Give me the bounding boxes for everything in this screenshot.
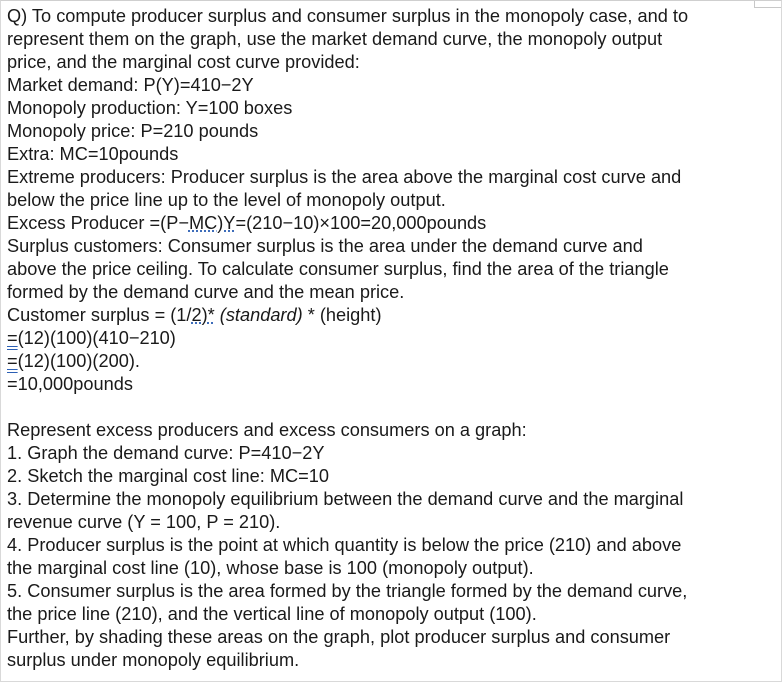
question-line-3: price, and the marginal cost curve provided: xyxy=(7,52,360,72)
consumer-surplus-definition-2: above the price ceiling. To calculate consumer surplus, find the area of the triangle xyxy=(7,259,669,279)
graph-step-5-line-2: the price line (210), and the vertical line of monopoly output (100). xyxy=(7,604,537,624)
consumer-step-1 xyxy=(7,327,777,350)
producer-surplus-definition-1: Extreme producers: Producer surplus is the area above the marginal cost curve and xyxy=(7,167,682,187)
graph-step-3-line-1: 3. Determine the monopoly equilibrium between the demand curve and the marginal xyxy=(7,489,684,509)
producer-calc-mc-term: MC)Y xyxy=(188,213,236,233)
paragraph-gap xyxy=(7,396,777,419)
consumer-formula-mid: 2)* xyxy=(191,305,215,325)
consumer-step-2-eq: = xyxy=(7,351,18,371)
producer-surplus-definition-2: below the price line up to the level of monopoly output. xyxy=(7,190,446,210)
producer-calc-prefix: Excess Producer =(P− xyxy=(7,213,189,233)
given-market-demand: Market demand: P(Y)=410−2Y xyxy=(7,75,254,95)
document-body xyxy=(7,5,777,672)
question-line-1: Q) To compute producer surplus and consumer surplus in the monopoly case, and to xyxy=(7,6,689,26)
graph-step-1: 1. Graph the demand curve: P=410−2Y xyxy=(7,443,325,463)
consumer-step-2 xyxy=(7,350,777,373)
given-extra-mc: Extra: MC=10pounds xyxy=(7,144,179,164)
consumer-step-2-rest: (12)(100)(200). xyxy=(17,351,140,371)
graph-step-4-line-2: the marginal cost line (10), whose base is 100 (monopoly output). xyxy=(7,558,534,578)
consumer-surplus-definition-1: Surplus customers: Consumer surplus is the area under the demand curve and xyxy=(7,236,643,256)
consumer-result: =10,000pounds xyxy=(7,374,133,394)
consumer-step-1-rest: (12)(100)(410−210) xyxy=(17,328,176,348)
consumer-formula-prefix: Customer surplus = (1/ xyxy=(7,305,192,325)
given-monopoly-production: Monopoly production: Y=100 boxes xyxy=(7,98,293,118)
graph-final-line-2: surplus under monopoly equilibrium. xyxy=(7,650,300,670)
question-line-2: represent them on the graph, use the market demand curve, the monopoly output xyxy=(7,29,663,49)
producer-surplus-calculation xyxy=(7,212,777,235)
consumer-surplus-formula xyxy=(7,304,777,327)
graph-step-2: 2. Sketch the marginal cost line: MC=10 xyxy=(7,466,329,486)
consumer-step-1-eq: = xyxy=(7,328,18,348)
graph-step-3-line-2: revenue curve (Y = 100, P = 210). xyxy=(7,512,281,532)
consumer-formula-italic: (standard) xyxy=(214,305,303,325)
given-monopoly-price: Monopoly price: P=210 pounds xyxy=(7,121,259,141)
consumer-surplus-definition-3: formed by the demand curve and the mean price. xyxy=(7,282,405,302)
producer-calc-suffix: =(210−10)×100=20,000pounds xyxy=(235,213,487,233)
consumer-formula-suffix: * (height) xyxy=(302,305,382,325)
graph-step-5-line-1: 5. Consumer surplus is the area formed by the triangle formed by the demand curve, xyxy=(7,581,688,601)
graph-step-4-line-1: 4. Producer surplus is the point at which quantity is below the price (210) and above xyxy=(7,535,682,555)
graph-final-line-1: Further, by shading these areas on the graph, plot producer surplus and consumer xyxy=(7,627,671,647)
graph-intro: Represent excess producers and excess consumers on a graph: xyxy=(7,420,527,440)
